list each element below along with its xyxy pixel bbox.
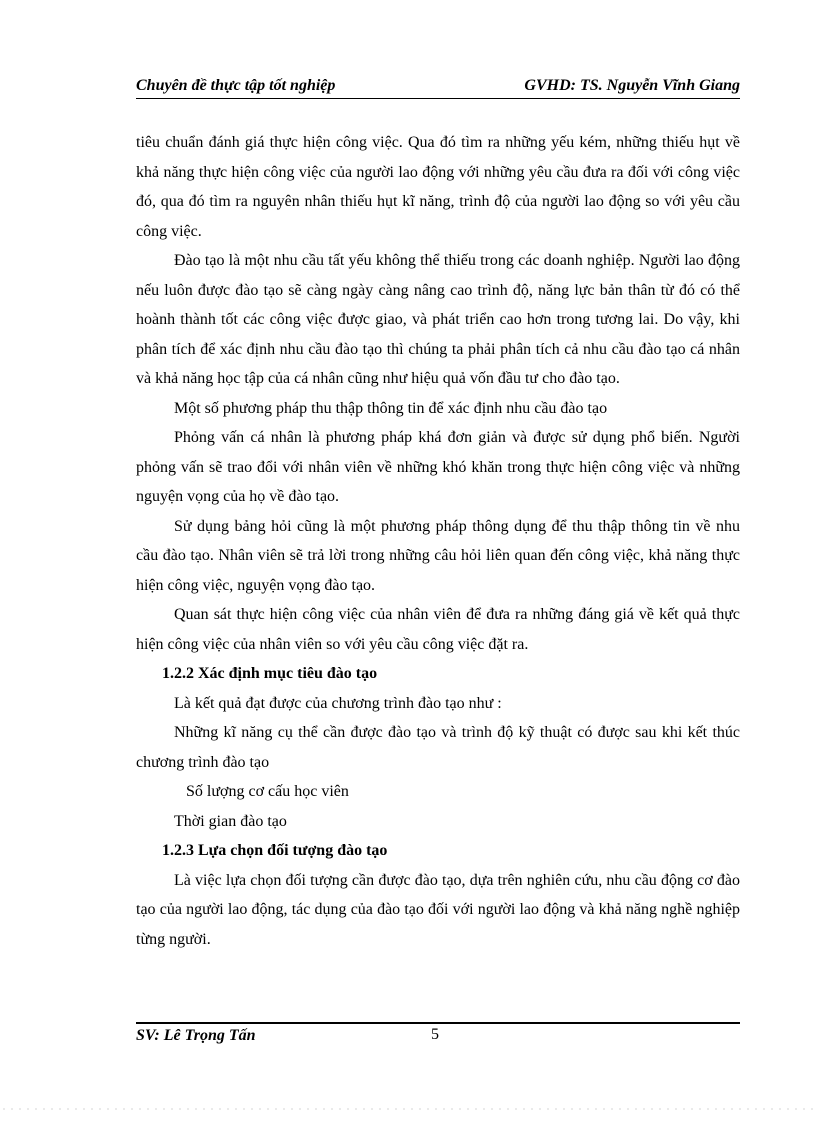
list-item: Số lượng cơ cấu học viên xyxy=(186,783,349,800)
footer-student: SV: Lê Trọng Tấn xyxy=(136,1027,256,1044)
paragraph: Sử dụng bảng hỏi cũng là một phương pháp thông dụng để thu thập thông tin về nhu cầu đào tạo. Nhân viên sẽ trả lời trong những câu hỏi liên quan đến công việc, khả năng thực hiện công việc, nguyện vọng đào tạo. xyxy=(136,517,740,594)
header-title: Chuyên đề thực tập tốt nghiệp xyxy=(136,77,336,94)
section-heading: 1.2.2 Xác định mục tiêu đào tạo xyxy=(162,665,378,682)
paragraph: Phỏng vấn cá nhân là phương pháp khá đơn giản và được sử dụng phổ biến. Người phỏng vấn sẽ trao đổi với nhân viên về những khó khăn trong thực hiện công việc và những nguyện vọng của họ về đào tạo. xyxy=(136,429,740,505)
page-number: 5 xyxy=(431,1026,439,1043)
paragraph: tiêu chuẩn đánh giá thực hiện công việc. Qua đó tìm ra những yếu kém, những thiếu hụt về khả năng thực hiện công việc của người lao động với những yêu cầu đưa ra đối với công việc đó, qua đó tìm ra nguyên nhân thiếu hụt kĩ năng, trình độ của người lao động so với yêu cầu công việc. xyxy=(136,134,740,240)
paragraph: Quan sát thực hiện công việc của nhân viên để đưa ra những đáng giá về kết quả thực hiện công việc của nhân viên so với yêu cầu công việc đặt ra. xyxy=(136,606,740,653)
section-heading: 1.2.3 Lựa chọn đối tượng đào tạo xyxy=(162,842,388,859)
document-body xyxy=(136,128,740,954)
page-edge-dots xyxy=(0,1108,816,1110)
page-header xyxy=(136,74,740,99)
paragraph: Những kĩ năng cụ thể cần được đào tạo và trình độ kỹ thuật có được sau khi kết thúc chương trình đào tạo xyxy=(136,724,740,771)
paragraph: Một số phương pháp thu thập thông tin để xác định nhu cầu đào tạo xyxy=(174,399,608,417)
footer-rule xyxy=(136,1022,740,1024)
header-advisor: GVHD: TS. Nguyễn Vĩnh Giang xyxy=(524,77,740,94)
paragraph: Đào tạo là một nhu cầu tất yếu không thể thiếu trong các doanh nghiệp. Người lao động nếu luôn được đào tạo sẽ càng ngày càng nâng cao trình độ, năng lực bản thân từ đó có thể hoành thành tốt các công việc được giao, và phát triển cao hơn trong tương lai. Do vậy, khi phân tích để xác định nhu cầu đào tạo thì chúng ta phải phân tích cả nhu cầu đào tạo cá nhân và khả năng học tập của cá nhân cũng như hiệu quả vốn đầu tư cho đào tạo. xyxy=(136,252,740,387)
list-item: Thời gian đào tạo xyxy=(174,812,287,830)
paragraph: Là kết quả đạt được của chương trình đào tạo như : xyxy=(174,694,502,712)
paragraph: Là việc lựa chọn đối tượng cần được đào tạo, dựa trên nghiên cứu, nhu cầu động cơ đào tạo của người lao động, tác dụng của đào tạo đối với người lao động và khả năng nghề nghiệp từng người. xyxy=(136,871,740,948)
